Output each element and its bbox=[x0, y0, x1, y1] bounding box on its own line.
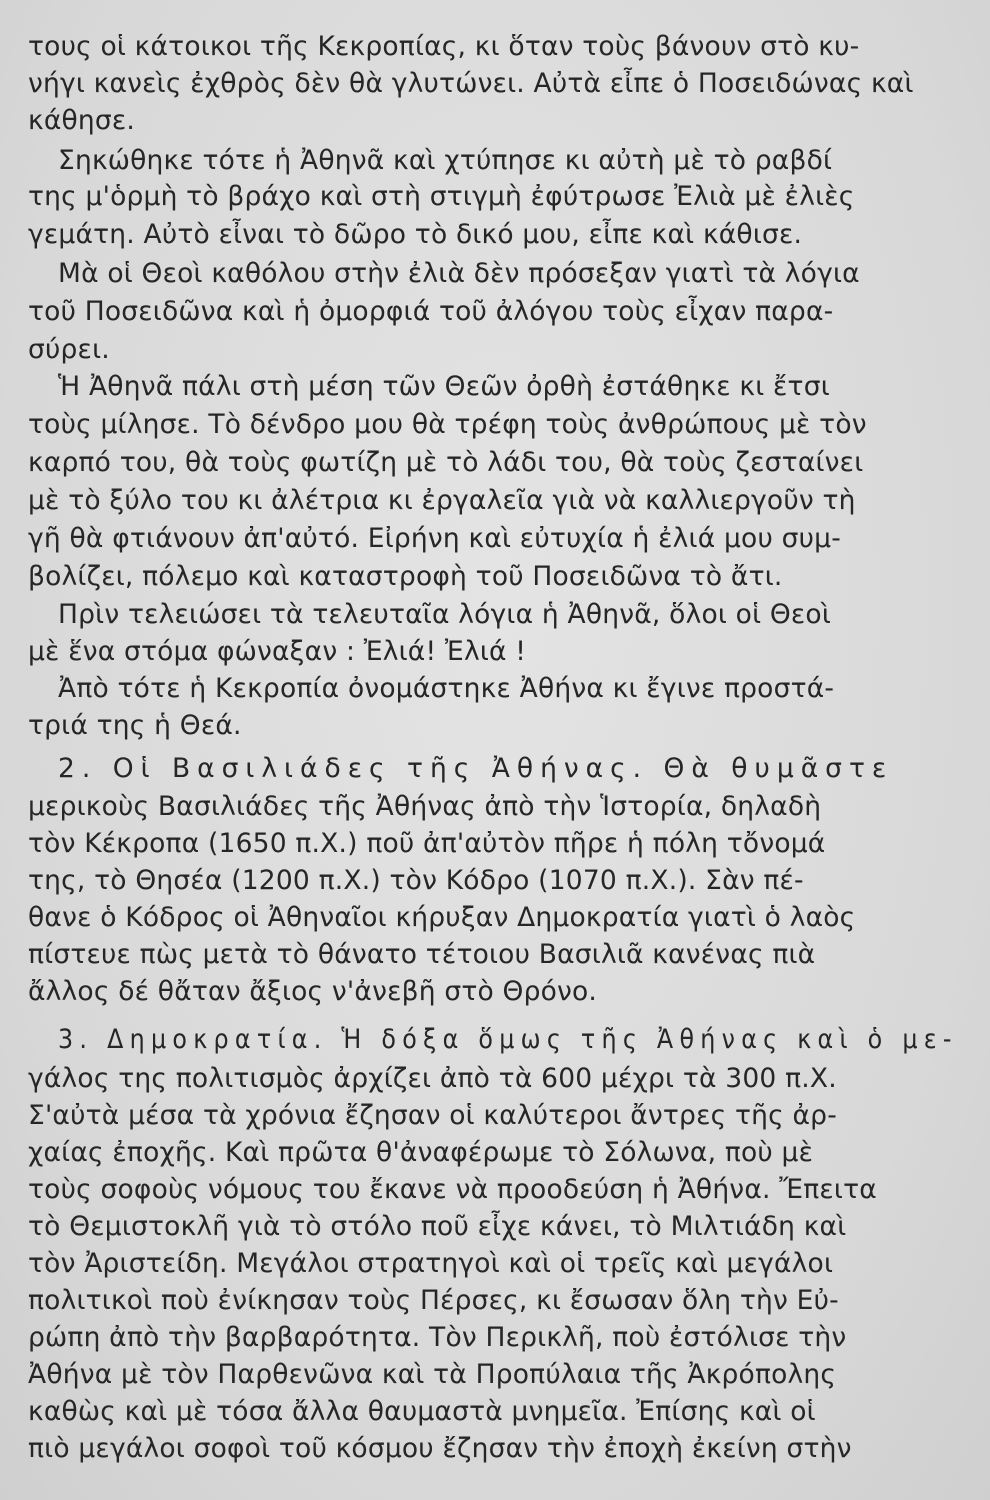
text-line: τὸν Κέκροπα (1650 π.Χ.) ποῦ ἀπ'αὐτὸν πῆρε ἡ πόλη τὄνομά bbox=[28, 828, 826, 859]
text-line: καθὼς καὶ μὲ τόσα ἄλλα θαυμαστὰ μνημεῖα. Ἐπίσης καὶ οἱ bbox=[28, 1396, 816, 1427]
text-line: Πρὶν τελειώσει τὰ τελευταῖα λόγια ἡ Ἀθηνᾶ, ὅλοι οἱ Θεοὶ bbox=[58, 599, 832, 630]
text-line: πιὸ μεγάλοι σοφοὶ τοῦ κόσμου ἔζησαν τὴν ἐποχὴ ἐκείνη στὴν bbox=[28, 1433, 852, 1464]
text-line: Σηκώθηκε τότε ἡ Ἀθηνᾶ καὶ χτύπησε κι αὐτὴ μὲ τὸ ραβδί bbox=[58, 145, 833, 176]
text-line: πίστευε πὼς μετὰ τὸ θάνατο τέτοιου Βασιλιᾶ κανένας πιὰ bbox=[28, 939, 816, 970]
section-heading-kings: 2. Οἱ Βασιλιάδες τῆς Ἀθήνας. Θὰ θυμᾶστε bbox=[58, 753, 894, 784]
text-line: τοὺς σοφοὺς νόμους του ἔκανε νὰ προοδεύση ἡ Ἀθήνα. Ἔπειτα bbox=[28, 1174, 877, 1205]
text-line: βολίζει, πόλεμο καὶ καταστροφὴ τοῦ Ποσειδῶνα τὸ ἄτι. bbox=[28, 561, 783, 592]
text-line: χαίας ἐποχῆς. Καὶ πρῶτα θ'ἀναφέρωμε τὸ Σόλωνα, ποὺ μὲ bbox=[28, 1137, 814, 1168]
text-line: μὲ τὸ ξύλο του κι ἀλέτρια κι ἐργαλεῖα γιὰ νὰ καλλιεργοῦν τὴ bbox=[28, 485, 856, 516]
text-line: ρώπη ἀπὸ τὴν βαρβαρότητα. Τὸν Περικλῆ, ποὺ ἐστόλισε τὴν bbox=[28, 1322, 847, 1353]
text-line: Ἀθήνα μὲ τὸν Παρθενῶνα καὶ τὰ Προπύλαια τῆς Ἀκρόπολης bbox=[28, 1359, 837, 1390]
text-line: της, τὸ Θησέα (1200 π.Χ.) τὸν Κόδρο (1070 π.Χ.). Σὰν πέ- bbox=[28, 865, 804, 896]
text-line: Ἀπὸ τότε ἡ Κεκροπία ὀνομάστηκε Ἀθήνα κι ἔγινε προστά- bbox=[58, 673, 835, 704]
text-line: τοὺς μίλησε. Τὸ δένδρο μου θὰ τρέφη τοὺς ἀνθρώπους μὲ τὸν bbox=[28, 409, 867, 440]
section-heading-democracy: 3. Δημοκρατία. Ἡ δόξα ὅμως τῆς Ἀθήνας καὶ ὁ με- bbox=[58, 1024, 958, 1055]
text-line: τὸν Ἀριστείδη. Μεγάλοι στρατηγοὶ καὶ οἱ τρεῖς καὶ μεγάλοι bbox=[28, 1248, 834, 1279]
text-line: γάλος της πολιτισμὸς ἀρχίζει ἀπὸ τὰ 600 μέχρι τὰ 300 π.Χ. bbox=[28, 1063, 837, 1094]
text-line: σύρει. bbox=[28, 334, 110, 365]
text-line: γεμάτη. Αὐτὸ εἶναι τὸ δῶρο τὸ δικό μου, εἶπε καὶ κάθισε. bbox=[28, 219, 803, 250]
text-line: θανε ὁ Κόδρος οἱ Ἀθηναῖοι κήρυξαν Δημοκρατία γιατὶ ὁ λαὸς bbox=[28, 902, 856, 933]
text-line: μὲ ἕνα στόμα φώναξαν : Ἐλιά! Ἐλιά ! bbox=[28, 636, 527, 667]
text-line: καρπό του, θὰ τοὺς φωτίζη μὲ τὸ λάδι του, θὰ τοὺς ζεσταίνει bbox=[28, 447, 864, 478]
text-line: πολιτικοὶ ποὺ ἐνίκησαν τοὺς Πέρσες, κι ἔσωσαν ὅλη τὴν Εὐ- bbox=[28, 1285, 839, 1316]
text-line: της μ'ὁρμὴ τὸ βράχο καὶ στὴ στιγμὴ ἐφύτρωσε Ἐλιὰ μὲ ἐλιὲς bbox=[28, 181, 855, 212]
text-line: νήγι κανεὶς ἐχθρὸς δὲν θὰ γλυτώνει. Αὐτὰ εἶπε ὁ Ποσειδώνας καὶ bbox=[28, 68, 914, 99]
text-line: τους οἱ κάτοικοι τῆς Κεκροπίας, κι ὅταν τοὺς βάνουν στὸ κυ- bbox=[28, 31, 860, 62]
text-line: Σ'αὐτὰ μέσα τὰ χρόνια ἔζησαν οἱ καλύτεροι ἄντρες τῆς ἀρ- bbox=[28, 1100, 837, 1131]
text-line: Μὰ οἱ Θεοὶ καθόλου στὴν ἐλιὰ δὲν πρόσεξαν γιατὶ τὰ λόγια bbox=[58, 258, 860, 289]
text-line: τὸ Θεμιστοκλῆ γιὰ τὸ στόλο ποῦ εἶχε κάνει, τὸ Μιλτιάδη καὶ bbox=[28, 1211, 847, 1242]
text-line: γῆ θὰ φτιάνουν ἀπ'αὐτό. Εἰρήνη καὶ εὐτυχία ἡ ἐλιά μου συμ- bbox=[28, 523, 841, 554]
text-line: τοῦ Ποσειδῶνα καὶ ἡ ὀμορφιά τοῦ ἀλόγου τοὺς εἶχαν παρα- bbox=[28, 296, 834, 327]
text-line: Ἡ Ἀθηνᾶ πάλι στὴ μέση τῶν Θεῶν ὀρθὴ ἐστάθηκε κι ἔτσι bbox=[58, 371, 830, 402]
text-line: τριά της ἡ Θεά. bbox=[28, 710, 242, 741]
text-line: ἄλλος δέ θἄταν ἄξιος ν'ἀνεβῆ στὸ Θρόνο. bbox=[28, 976, 598, 1007]
text-line: μερικοὺς Βασιλιάδες τῆς Ἀθήνας ἀπὸ τὴν Ἱστορία, δηλαδὴ bbox=[28, 791, 822, 822]
text-line: κάθησε. bbox=[28, 105, 136, 136]
